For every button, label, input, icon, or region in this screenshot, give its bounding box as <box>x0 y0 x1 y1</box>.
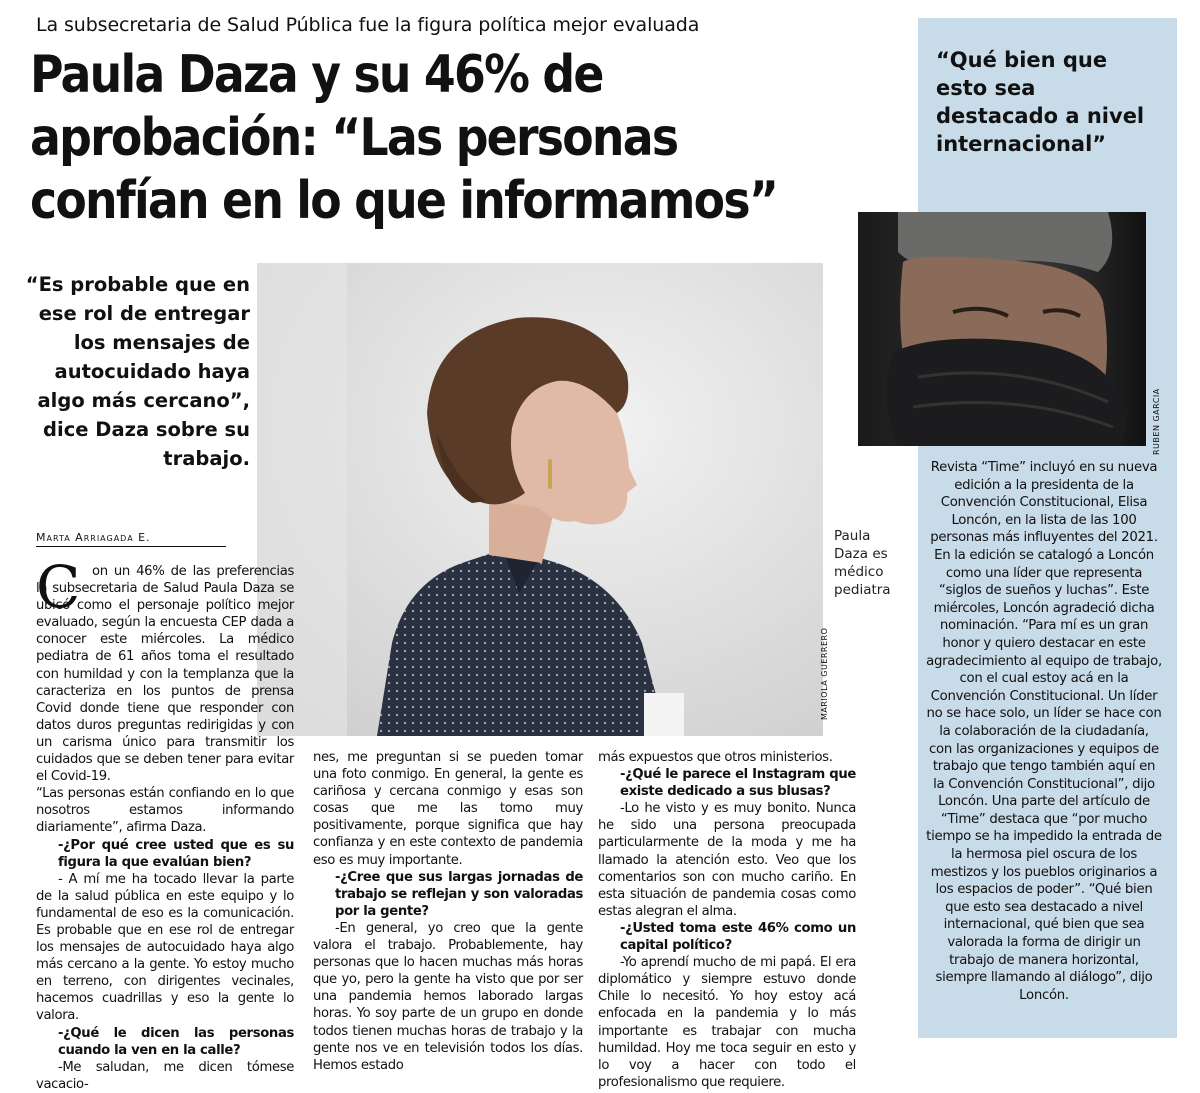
portrait-illustration <box>257 263 823 736</box>
byline: Marta Arriagada E. <box>36 531 226 547</box>
body-column-2 <box>313 749 583 1074</box>
body-column-1 <box>36 563 294 1093</box>
answer: -Lo he visto y es muy bonito. Nunca he sido una persona preocupada particularmente de la moda y me ha llamado la atención esto. Veo que los comentarios son con mucho cariño. En esta situación de pandemia cosas como estas alegran el alma. <box>598 801 856 919</box>
main-photo <box>257 263 823 736</box>
question: -¿Cree que sus largas jornadas de trabajo se reflejan y son valoradas por la gente? <box>335 869 583 919</box>
answer-continued: más expuestos que otros ministerios. <box>598 750 833 765</box>
question: -¿Qué le parece el Instagram que existe dedicado a sus blusas? <box>620 767 856 800</box>
answer: -Yo aprendí mucho de mi papá. El era diplomático y siempre estuvo donde Chile lo necesitó. Yo hoy estoy acá enfocada en la pandemia y lo más importante es trabajar con mucha humildad. Hoy me toca seguir en esto y lo voy a hacer con todo el profesionalismo que requiere. <box>598 955 856 1090</box>
photo-credit: MARIOLA GUERRERO <box>820 627 829 720</box>
paragraph: “Las personas están confiando en lo que nosotros estamos informando diariamente”, afirma Daza. <box>36 786 294 836</box>
intro-paragraph: on un 46% de las preferencias la subsecretaria de Salud Paula Daza se ubicó como el personaje político mejor evaluado, según la encuesta CEP dada a conocer este miércoles. La médico pediatra de 61 años toma el resultado con humildad y con la templanza que la caracteriza en los puntos de prensa Covid donde tiene que responder con datos duros preguntas redirigidas y con un carisma único para transmitir los cuidados que se deben tener para evitar el Covid-19. <box>36 564 294 785</box>
question: -¿Qué le dicen las personas cuando la ven en la calle? <box>58 1025 294 1058</box>
article-headline <box>30 44 778 233</box>
sidebar-portrait-illustration <box>858 212 1146 446</box>
headline-line-1: Paula Daza y su 46% de <box>30 45 603 105</box>
sidebar-photo-credit: RUBEN GARCIA <box>1152 388 1161 455</box>
answer: -Me saludan, me dicen tómese vacacio- <box>36 1059 294 1092</box>
headline-line-2: aprobación: “Las personas <box>30 108 678 168</box>
pull-quote: “Es probable que en ese rol de entregar los mensajes de autocuidado haya algo más cercano”, dice Daza sobre su trabajo. <box>25 273 250 470</box>
question: -¿Usted toma este 46% como un capital político? <box>620 920 856 954</box>
question: -¿Por qué cree usted que es su figura la que evalúan bien? <box>58 837 294 870</box>
article-kicker: La subsecretaria de Salud Pública fue la figura política mejor evaluada <box>36 14 700 36</box>
sidebar-body: Revista “Time” incluyó en su nueva edición a la presidenta de la Convención Constitucional, Elisa Loncón, en la lista de las 100 personas más influyentes del 2021. En la edición se catalogó a Loncón como una líder que representa “siglos de sueños y luchas”. Este miércoles, Loncón agradeció dicha nominación. “Para mí es un gran honor y quiero destacar en este agradecimiento al equipo de trabajo, con el cual estoy acá en la Convención Constitucional. Un líder no se hace solo, un líder se hace con la colaboración de la ciudadanía, con las organizaciones y equipos de trabajo que tengo también aquí en la Convención Constitucional”, dijo Loncón. Una parte del artículo de “Time” destaca que “por mucho tiempo se ha impedido la entrada de la hermosa piel oscura de los mestizos y los pueblos originarios a los espacios de poder”. “Qué bien que esto sea destacado a nivel internacional, qué bien que sea valorada la forma de dirigir un trabajo de manera horizontal, siempre llamando al diálogo”, dijo Loncón. <box>926 460 1162 1003</box>
answer: -En general, yo creo que la gente valora el trabajo. Probablemente, hay personas que lo hacen muchas más horas que yo, pero la gente ha visto que por ser una pandemia hemos laborado largas horas. Yo soy parte de un grupo en donde todos tienen muchas horas de trabajo y la gente nos ve en televisión todos los días. Hemos estado <box>313 920 583 1073</box>
sidebar-title: “Qué bien que esto sea destacado a nivel internacional” <box>936 48 1145 156</box>
headline-line-3: confían en lo que informamos” <box>30 171 778 231</box>
drop-cap: C <box>36 553 81 621</box>
answer-continued: nes, me preguntan si se pueden tomar una foto conmigo. En general, la gente es cariñosa y cercana conmigo y esas son cosas que me las tomo muy positivamente, porque significa que hay confianza y en este contexto de pandemia eso es muy importante. <box>313 750 583 868</box>
sidebar-photo <box>858 212 1146 446</box>
photo-caption: Paula Daza es médico pediatra <box>834 528 891 598</box>
body-column-3 <box>598 749 856 1091</box>
answer: - A mí me ha tocado llevar la parte de la salud pública en este equipo y lo fundamental de eso es la comunicación. Es probable que en ese rol de entregar los mensajes de autocuidado haya algo más cercano a la gente. Yo estoy mucho en terreno, con dirigentes vecinales, hacemos cuadrillas y eso la gente lo valora. <box>36 871 294 1024</box>
